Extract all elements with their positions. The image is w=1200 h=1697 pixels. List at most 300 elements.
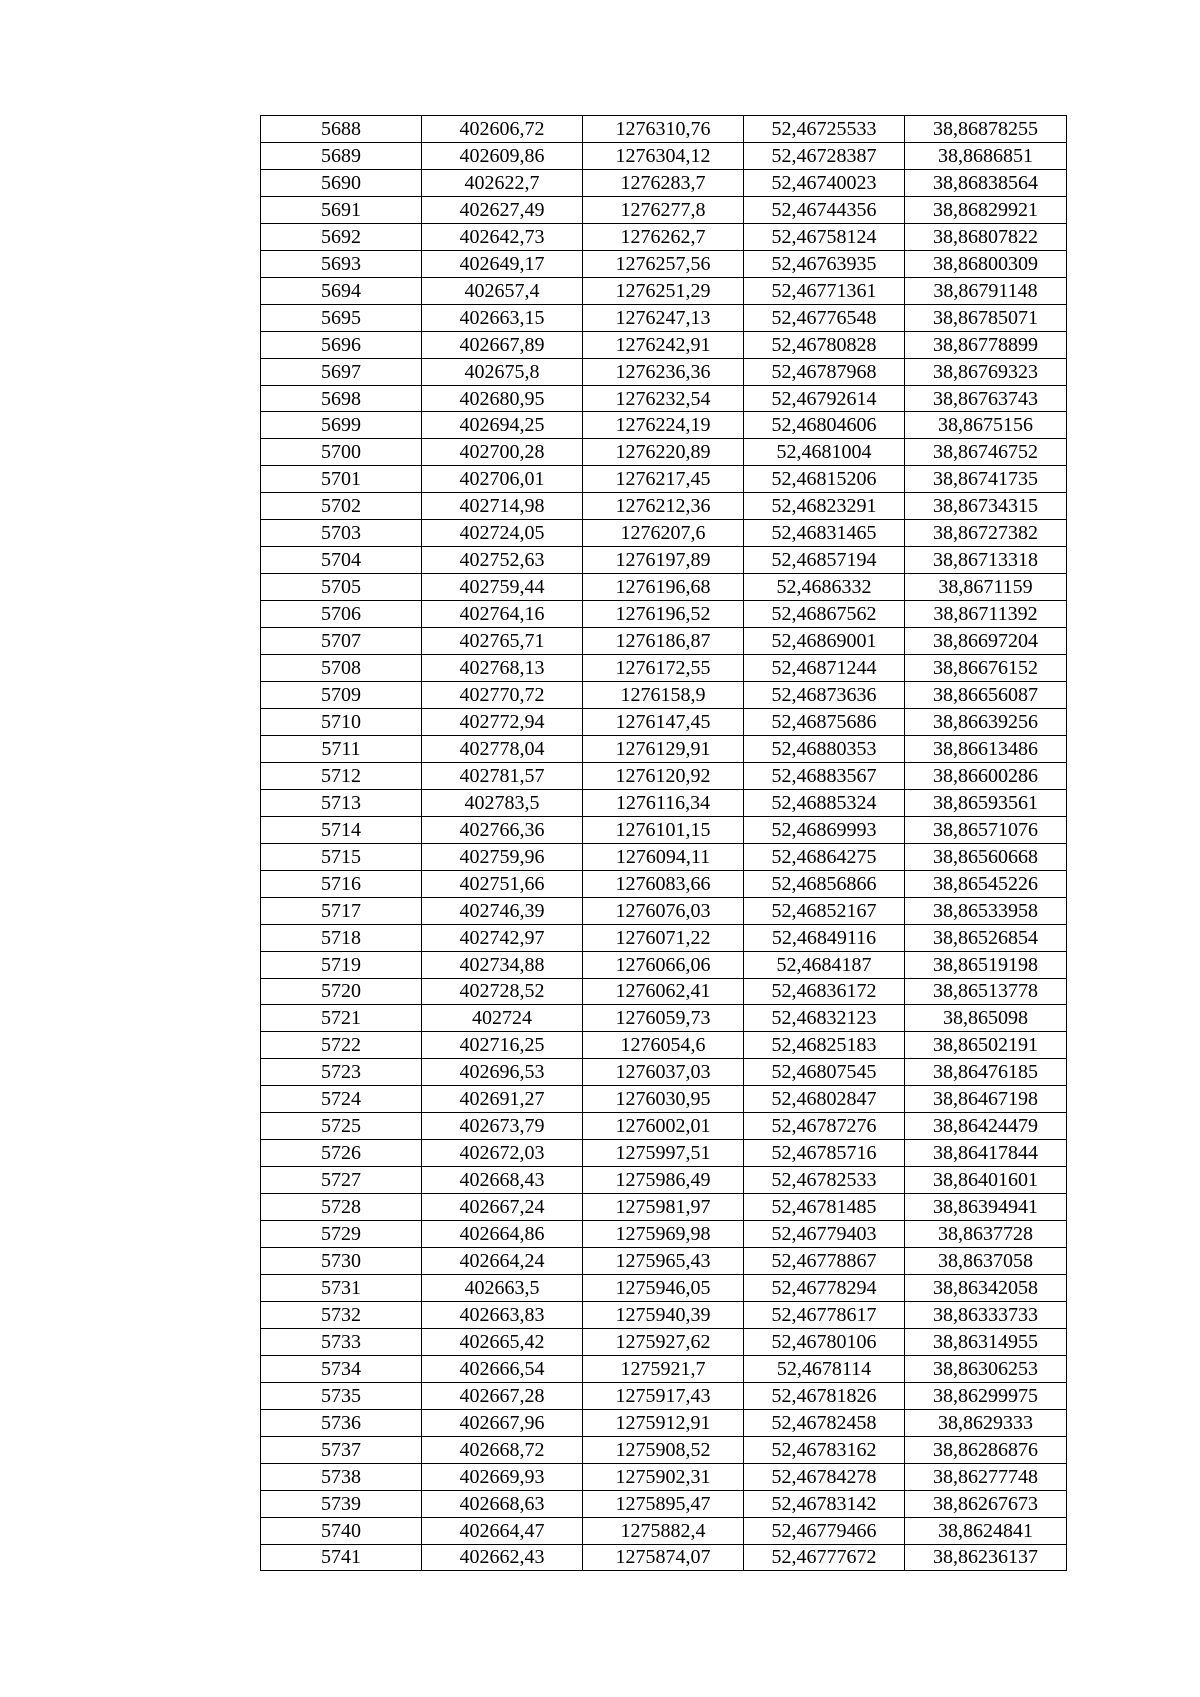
longitude-cell: 38,8671159	[905, 574, 1067, 601]
x-coordinate-cell: 402694,25	[422, 412, 583, 439]
latitude-cell: 52,4678114	[744, 1355, 905, 1382]
y-coordinate-cell: 1275902,31	[583, 1463, 744, 1490]
longitude-cell: 38,86697204	[905, 628, 1067, 655]
table-row	[261, 1005, 1067, 1032]
point-number-cell: 5734	[261, 1355, 422, 1382]
point-number-cell: 5694	[261, 277, 422, 304]
x-coordinate-cell: 402609,86	[422, 142, 583, 169]
table-row	[261, 358, 1067, 385]
latitude-cell: 52,46864275	[744, 843, 905, 870]
longitude-cell: 38,86838564	[905, 169, 1067, 196]
y-coordinate-cell: 1275874,07	[583, 1544, 744, 1571]
point-number-cell: 5708	[261, 655, 422, 682]
point-number-cell: 5689	[261, 142, 422, 169]
x-coordinate-cell: 402734,88	[422, 951, 583, 978]
table-row	[261, 682, 1067, 709]
x-coordinate-cell: 402770,72	[422, 682, 583, 709]
x-coordinate-cell: 402700,28	[422, 439, 583, 466]
latitude-cell: 52,46885324	[744, 789, 905, 816]
longitude-cell: 38,86401601	[905, 1167, 1067, 1194]
longitude-cell: 38,86727382	[905, 520, 1067, 547]
x-coordinate-cell: 402765,71	[422, 628, 583, 655]
latitude-cell: 52,46832123	[744, 1005, 905, 1032]
x-coordinate-cell: 402759,44	[422, 574, 583, 601]
table-row	[261, 816, 1067, 843]
point-number-cell: 5718	[261, 924, 422, 951]
latitude-cell: 52,46873636	[744, 682, 905, 709]
point-number-cell: 5696	[261, 331, 422, 358]
coordinates-table	[260, 115, 1067, 1571]
longitude-cell: 38,86476185	[905, 1059, 1067, 1086]
latitude-cell: 52,46728387	[744, 142, 905, 169]
y-coordinate-cell: 1276002,01	[583, 1113, 744, 1140]
table-row	[261, 385, 1067, 412]
y-coordinate-cell: 1276062,41	[583, 978, 744, 1005]
point-number-cell: 5710	[261, 708, 422, 735]
longitude-cell: 38,86746752	[905, 439, 1067, 466]
y-coordinate-cell: 1276066,06	[583, 951, 744, 978]
y-coordinate-cell: 1276207,6	[583, 520, 744, 547]
point-number-cell: 5690	[261, 169, 422, 196]
y-coordinate-cell: 1276037,03	[583, 1059, 744, 1086]
y-coordinate-cell: 1276236,36	[583, 358, 744, 385]
point-number-cell: 5709	[261, 682, 422, 709]
table-row	[261, 304, 1067, 331]
table-row	[261, 924, 1067, 951]
latitude-cell: 52,4684187	[744, 951, 905, 978]
table-row	[261, 1140, 1067, 1167]
longitude-cell: 38,86519198	[905, 951, 1067, 978]
table-row	[261, 1328, 1067, 1355]
table-row	[261, 843, 1067, 870]
latitude-cell: 52,46823291	[744, 493, 905, 520]
x-coordinate-cell: 402669,93	[422, 1463, 583, 1490]
x-coordinate-cell: 402664,47	[422, 1517, 583, 1544]
longitude-cell: 38,8686851	[905, 142, 1067, 169]
point-number-cell: 5733	[261, 1328, 422, 1355]
table-row	[261, 1382, 1067, 1409]
y-coordinate-cell: 1276120,92	[583, 762, 744, 789]
latitude-cell: 52,46778867	[744, 1248, 905, 1275]
y-coordinate-cell: 1276196,68	[583, 574, 744, 601]
point-number-cell: 5711	[261, 735, 422, 762]
x-coordinate-cell: 402728,52	[422, 978, 583, 1005]
longitude-cell: 38,86613486	[905, 735, 1067, 762]
latitude-cell: 52,46867562	[744, 601, 905, 628]
x-coordinate-cell: 402696,53	[422, 1059, 583, 1086]
longitude-cell: 38,86277748	[905, 1463, 1067, 1490]
latitude-cell: 52,46779466	[744, 1517, 905, 1544]
x-coordinate-cell: 402668,63	[422, 1490, 583, 1517]
point-number-cell: 5697	[261, 358, 422, 385]
x-coordinate-cell: 402662,43	[422, 1544, 583, 1571]
latitude-cell: 52,46857194	[744, 547, 905, 574]
table-row	[261, 574, 1067, 601]
y-coordinate-cell: 1276059,73	[583, 1005, 744, 1032]
x-coordinate-cell: 402766,36	[422, 816, 583, 843]
table-row	[261, 1194, 1067, 1221]
latitude-cell: 52,46777672	[744, 1544, 905, 1571]
y-coordinate-cell: 1276076,03	[583, 897, 744, 924]
table-row	[261, 1274, 1067, 1301]
x-coordinate-cell: 402752,63	[422, 547, 583, 574]
latitude-cell: 52,46784278	[744, 1463, 905, 1490]
y-coordinate-cell: 1275997,51	[583, 1140, 744, 1167]
table-row	[261, 1490, 1067, 1517]
point-number-cell: 5731	[261, 1274, 422, 1301]
table-row	[261, 762, 1067, 789]
latitude-cell: 52,46802847	[744, 1086, 905, 1113]
longitude-cell: 38,86713318	[905, 547, 1067, 574]
table-row	[261, 277, 1067, 304]
longitude-cell: 38,86791148	[905, 277, 1067, 304]
y-coordinate-cell: 1276054,6	[583, 1032, 744, 1059]
x-coordinate-cell: 402665,42	[422, 1328, 583, 1355]
point-number-cell: 5688	[261, 116, 422, 143]
point-number-cell: 5721	[261, 1005, 422, 1032]
x-coordinate-cell: 402706,01	[422, 466, 583, 493]
x-coordinate-cell: 402714,98	[422, 493, 583, 520]
x-coordinate-cell: 402781,57	[422, 762, 583, 789]
table-row	[261, 142, 1067, 169]
table-row	[261, 439, 1067, 466]
x-coordinate-cell: 402783,5	[422, 789, 583, 816]
latitude-cell: 52,46778617	[744, 1301, 905, 1328]
longitude-cell: 38,86467198	[905, 1086, 1067, 1113]
latitude-cell: 52,46758124	[744, 223, 905, 250]
point-number-cell: 5725	[261, 1113, 422, 1140]
table-row	[261, 250, 1067, 277]
latitude-cell: 52,46807545	[744, 1059, 905, 1086]
y-coordinate-cell: 1275882,4	[583, 1517, 744, 1544]
x-coordinate-cell: 402664,24	[422, 1248, 583, 1275]
table-row	[261, 735, 1067, 762]
longitude-cell: 38,86600286	[905, 762, 1067, 789]
point-number-cell: 5729	[261, 1221, 422, 1248]
longitude-cell: 38,86267673	[905, 1490, 1067, 1517]
point-number-cell: 5713	[261, 789, 422, 816]
longitude-cell: 38,86533958	[905, 897, 1067, 924]
point-number-cell: 5715	[261, 843, 422, 870]
x-coordinate-cell: 402657,4	[422, 277, 583, 304]
y-coordinate-cell: 1275981,97	[583, 1194, 744, 1221]
longitude-cell: 38,8637058	[905, 1248, 1067, 1275]
y-coordinate-cell: 1276251,29	[583, 277, 744, 304]
latitude-cell: 52,46763935	[744, 250, 905, 277]
y-coordinate-cell: 1276083,66	[583, 870, 744, 897]
table-row	[261, 1221, 1067, 1248]
latitude-cell: 52,46782458	[744, 1409, 905, 1436]
x-coordinate-cell: 402680,95	[422, 385, 583, 412]
y-coordinate-cell: 1276094,11	[583, 843, 744, 870]
point-number-cell: 5712	[261, 762, 422, 789]
longitude-cell: 38,86711392	[905, 601, 1067, 628]
point-number-cell: 5722	[261, 1032, 422, 1059]
table-row	[261, 1086, 1067, 1113]
point-number-cell: 5714	[261, 816, 422, 843]
latitude-cell: 52,46869001	[744, 628, 905, 655]
x-coordinate-cell: 402642,73	[422, 223, 583, 250]
x-coordinate-cell: 402691,27	[422, 1086, 583, 1113]
x-coordinate-cell: 402772,94	[422, 708, 583, 735]
latitude-cell: 52,4681004	[744, 439, 905, 466]
longitude-cell: 38,86417844	[905, 1140, 1067, 1167]
x-coordinate-cell: 402672,03	[422, 1140, 583, 1167]
latitude-cell: 52,46780106	[744, 1328, 905, 1355]
latitude-cell: 52,46781485	[744, 1194, 905, 1221]
table-row	[261, 466, 1067, 493]
table-row	[261, 1463, 1067, 1490]
longitude-cell: 38,86639256	[905, 708, 1067, 735]
point-number-cell: 5732	[261, 1301, 422, 1328]
y-coordinate-cell: 1276310,76	[583, 116, 744, 143]
y-coordinate-cell: 1276101,15	[583, 816, 744, 843]
x-coordinate-cell: 402667,96	[422, 1409, 583, 1436]
table-row	[261, 951, 1067, 978]
latitude-cell: 52,46825183	[744, 1032, 905, 1059]
table-row	[261, 196, 1067, 223]
latitude-cell: 52,46883567	[744, 762, 905, 789]
point-number-cell: 5703	[261, 520, 422, 547]
point-number-cell: 5740	[261, 1517, 422, 1544]
latitude-cell: 52,46776548	[744, 304, 905, 331]
x-coordinate-cell: 402751,66	[422, 870, 583, 897]
latitude-cell: 52,46740023	[744, 169, 905, 196]
longitude-cell: 38,86778899	[905, 331, 1067, 358]
x-coordinate-cell: 402742,97	[422, 924, 583, 951]
longitude-cell: 38,86286876	[905, 1436, 1067, 1463]
point-number-cell: 5702	[261, 493, 422, 520]
longitude-cell: 38,86593561	[905, 789, 1067, 816]
point-number-cell: 5735	[261, 1382, 422, 1409]
table-row	[261, 1059, 1067, 1086]
latitude-cell: 52,46780828	[744, 331, 905, 358]
latitude-cell: 52,46804606	[744, 412, 905, 439]
latitude-cell: 52,46869993	[744, 816, 905, 843]
x-coordinate-cell: 402667,89	[422, 331, 583, 358]
y-coordinate-cell: 1276129,91	[583, 735, 744, 762]
x-coordinate-cell: 402667,28	[422, 1382, 583, 1409]
table-row	[261, 1544, 1067, 1571]
table-row	[261, 1113, 1067, 1140]
table-row	[261, 520, 1067, 547]
y-coordinate-cell: 1275927,62	[583, 1328, 744, 1355]
latitude-cell: 52,46792614	[744, 385, 905, 412]
latitude-cell: 52,46787968	[744, 358, 905, 385]
longitude-cell: 38,86785071	[905, 304, 1067, 331]
x-coordinate-cell: 402724,05	[422, 520, 583, 547]
table-row	[261, 1355, 1067, 1382]
y-coordinate-cell: 1276186,87	[583, 628, 744, 655]
x-coordinate-cell: 402663,5	[422, 1274, 583, 1301]
y-coordinate-cell: 1276242,91	[583, 331, 744, 358]
latitude-cell: 52,46779403	[744, 1221, 905, 1248]
point-number-cell: 5700	[261, 439, 422, 466]
point-number-cell: 5741	[261, 1544, 422, 1571]
y-coordinate-cell: 1275946,05	[583, 1274, 744, 1301]
y-coordinate-cell: 1276030,95	[583, 1086, 744, 1113]
longitude-cell: 38,86314955	[905, 1328, 1067, 1355]
table-row	[261, 331, 1067, 358]
point-number-cell: 5693	[261, 250, 422, 277]
point-number-cell: 5726	[261, 1140, 422, 1167]
longitude-cell: 38,86676152	[905, 655, 1067, 682]
x-coordinate-cell: 402627,49	[422, 196, 583, 223]
y-coordinate-cell: 1275895,47	[583, 1490, 744, 1517]
table-row	[261, 655, 1067, 682]
latitude-cell: 52,46875686	[744, 708, 905, 735]
x-coordinate-cell: 402666,54	[422, 1355, 583, 1382]
point-number-cell: 5727	[261, 1167, 422, 1194]
table-row	[261, 789, 1067, 816]
y-coordinate-cell: 1276217,45	[583, 466, 744, 493]
x-coordinate-cell: 402663,15	[422, 304, 583, 331]
table-row	[261, 223, 1067, 250]
x-coordinate-cell: 402606,72	[422, 116, 583, 143]
x-coordinate-cell: 402716,25	[422, 1032, 583, 1059]
point-number-cell: 5692	[261, 223, 422, 250]
x-coordinate-cell: 402667,24	[422, 1194, 583, 1221]
table-row	[261, 169, 1067, 196]
point-number-cell: 5719	[261, 951, 422, 978]
point-number-cell: 5738	[261, 1463, 422, 1490]
longitude-cell: 38,8675156	[905, 412, 1067, 439]
point-number-cell: 5739	[261, 1490, 422, 1517]
longitude-cell: 38,86656087	[905, 682, 1067, 709]
point-number-cell: 5724	[261, 1086, 422, 1113]
longitude-cell: 38,86236137	[905, 1544, 1067, 1571]
longitude-cell: 38,86741735	[905, 466, 1067, 493]
point-number-cell: 5717	[261, 897, 422, 924]
table-row	[261, 978, 1067, 1005]
y-coordinate-cell: 1275921,7	[583, 1355, 744, 1382]
x-coordinate-cell: 402668,72	[422, 1436, 583, 1463]
longitude-cell: 38,86299975	[905, 1382, 1067, 1409]
longitude-cell: 38,8637728	[905, 1221, 1067, 1248]
point-number-cell: 5736	[261, 1409, 422, 1436]
latitude-cell: 52,46782533	[744, 1167, 905, 1194]
point-number-cell: 5701	[261, 466, 422, 493]
longitude-cell: 38,86734315	[905, 493, 1067, 520]
y-coordinate-cell: 1276277,8	[583, 196, 744, 223]
y-coordinate-cell: 1275969,98	[583, 1221, 744, 1248]
longitude-cell: 38,8624841	[905, 1517, 1067, 1544]
y-coordinate-cell: 1276257,56	[583, 250, 744, 277]
table-row	[261, 708, 1067, 735]
y-coordinate-cell: 1276247,13	[583, 304, 744, 331]
x-coordinate-cell: 402675,8	[422, 358, 583, 385]
latitude-cell: 52,46871244	[744, 655, 905, 682]
point-number-cell: 5691	[261, 196, 422, 223]
x-coordinate-cell: 402664,86	[422, 1221, 583, 1248]
table-row	[261, 547, 1067, 574]
point-number-cell: 5707	[261, 628, 422, 655]
point-number-cell: 5698	[261, 385, 422, 412]
y-coordinate-cell: 1275912,91	[583, 1409, 744, 1436]
latitude-cell: 52,46781826	[744, 1382, 905, 1409]
latitude-cell: 52,46880353	[744, 735, 905, 762]
table-row	[261, 1517, 1067, 1544]
y-coordinate-cell: 1275908,52	[583, 1436, 744, 1463]
table-row	[261, 1167, 1067, 1194]
longitude-cell: 38,86306253	[905, 1355, 1067, 1382]
y-coordinate-cell: 1276220,89	[583, 439, 744, 466]
longitude-cell: 38,86424479	[905, 1113, 1067, 1140]
latitude-cell: 52,46771361	[744, 277, 905, 304]
latitude-cell: 52,46856866	[744, 870, 905, 897]
point-number-cell: 5716	[261, 870, 422, 897]
latitude-cell: 52,46783162	[744, 1436, 905, 1463]
longitude-cell: 38,86807822	[905, 223, 1067, 250]
point-number-cell: 5730	[261, 1248, 422, 1275]
table-row	[261, 493, 1067, 520]
x-coordinate-cell: 402768,13	[422, 655, 583, 682]
table-row	[261, 412, 1067, 439]
x-coordinate-cell: 402663,83	[422, 1301, 583, 1328]
y-coordinate-cell: 1275917,43	[583, 1382, 744, 1409]
point-number-cell: 5706	[261, 601, 422, 628]
longitude-cell: 38,8629333	[905, 1409, 1067, 1436]
x-coordinate-cell: 402724	[422, 1005, 583, 1032]
latitude-cell: 52,46778294	[744, 1274, 905, 1301]
latitude-cell: 52,46783142	[744, 1490, 905, 1517]
table-row	[261, 1436, 1067, 1463]
latitude-cell: 52,4686332	[744, 574, 905, 601]
table-row	[261, 1301, 1067, 1328]
latitude-cell: 52,46725533	[744, 116, 905, 143]
latitude-cell: 52,46836172	[744, 978, 905, 1005]
point-number-cell: 5728	[261, 1194, 422, 1221]
longitude-cell: 38,86800309	[905, 250, 1067, 277]
longitude-cell: 38,86571076	[905, 816, 1067, 843]
longitude-cell: 38,86342058	[905, 1274, 1067, 1301]
y-coordinate-cell: 1276158,9	[583, 682, 744, 709]
point-number-cell: 5705	[261, 574, 422, 601]
point-number-cell: 5737	[261, 1436, 422, 1463]
table-row	[261, 628, 1067, 655]
longitude-cell: 38,865098	[905, 1005, 1067, 1032]
y-coordinate-cell: 1276197,89	[583, 547, 744, 574]
longitude-cell: 38,86394941	[905, 1194, 1067, 1221]
y-coordinate-cell: 1275965,43	[583, 1248, 744, 1275]
y-coordinate-cell: 1276116,34	[583, 789, 744, 816]
y-coordinate-cell: 1276262,7	[583, 223, 744, 250]
latitude-cell: 52,46785716	[744, 1140, 905, 1167]
longitude-cell: 38,86829921	[905, 196, 1067, 223]
point-number-cell: 5704	[261, 547, 422, 574]
latitude-cell: 52,46849116	[744, 924, 905, 951]
longitude-cell: 38,86502191	[905, 1032, 1067, 1059]
longitude-cell: 38,86513778	[905, 978, 1067, 1005]
x-coordinate-cell: 402778,04	[422, 735, 583, 762]
x-coordinate-cell: 402649,17	[422, 250, 583, 277]
latitude-cell: 52,46787276	[744, 1113, 905, 1140]
x-coordinate-cell: 402622,7	[422, 169, 583, 196]
x-coordinate-cell: 402759,96	[422, 843, 583, 870]
y-coordinate-cell: 1276224,19	[583, 412, 744, 439]
longitude-cell: 38,86526854	[905, 924, 1067, 951]
longitude-cell: 38,86878255	[905, 116, 1067, 143]
table-row	[261, 1248, 1067, 1275]
coordinates-table-body	[261, 116, 1067, 1571]
table-row	[261, 116, 1067, 143]
table-row	[261, 601, 1067, 628]
y-coordinate-cell: 1276196,52	[583, 601, 744, 628]
table-row	[261, 897, 1067, 924]
table-row	[261, 1409, 1067, 1436]
table-row	[261, 1032, 1067, 1059]
latitude-cell: 52,46852167	[744, 897, 905, 924]
